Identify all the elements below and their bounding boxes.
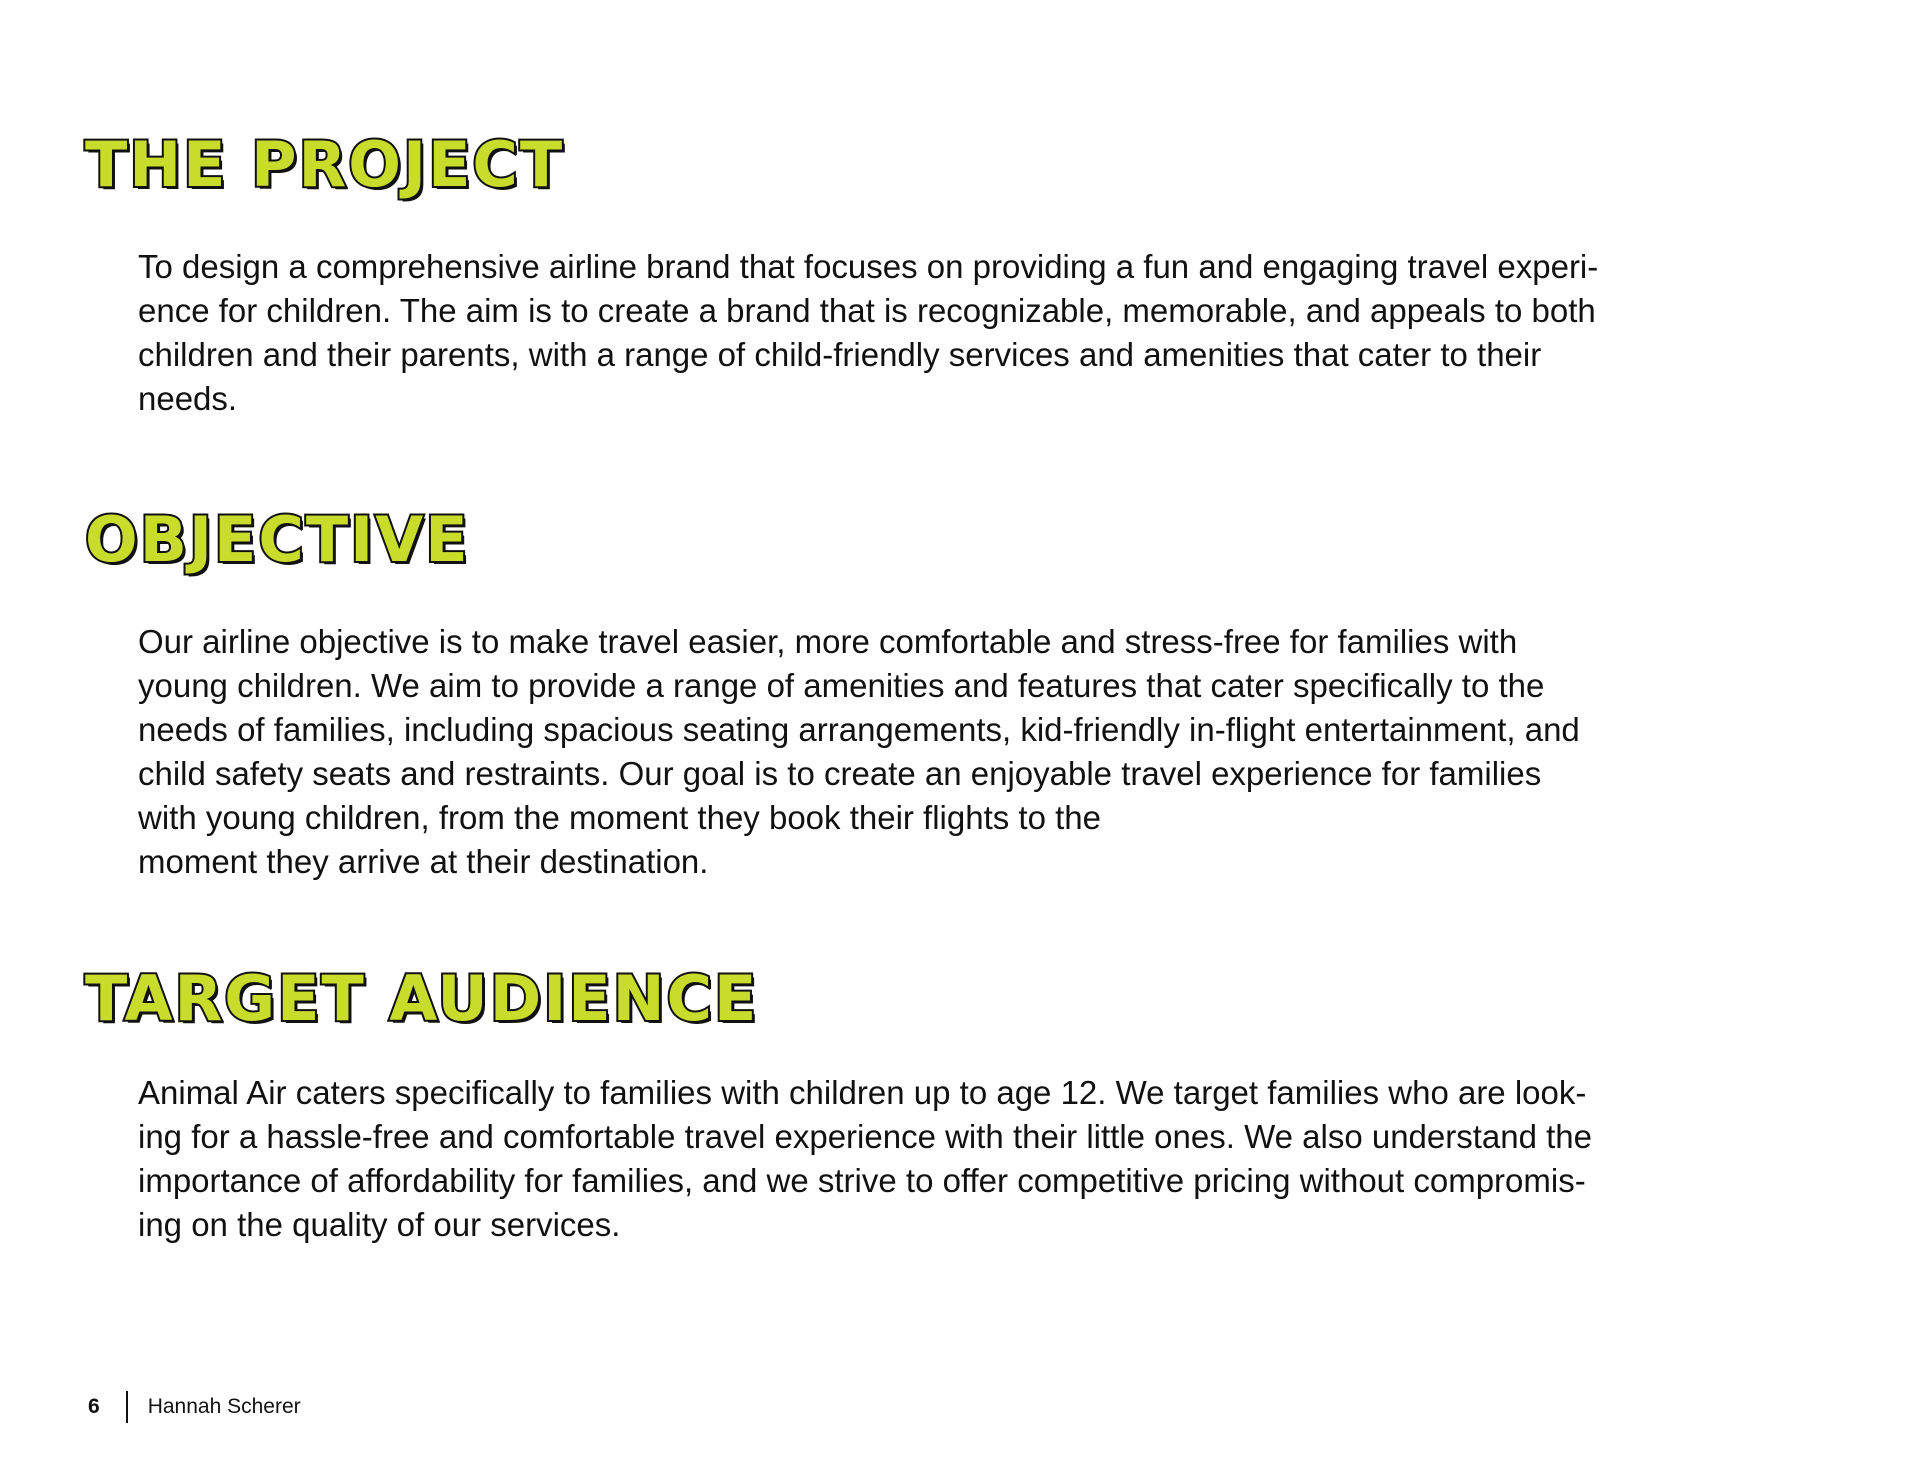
body-line: child safety seats and restraints. Our goal is to create an enjoyable travel experience for families xyxy=(138,755,1542,792)
body-line: moment they arrive at their destination. xyxy=(138,843,709,880)
body-line: needs of families, including spacious seating arrangements, kid-friendly in-flight entertainment, and xyxy=(138,711,1580,748)
body-line: with young children, from the moment they book their flights to the xyxy=(138,799,1101,836)
body-line: ence for children. The aim is to create a brand that is recognizable, memorable, and appeals to both xyxy=(138,292,1596,329)
section-title-project: THE PROJECT xyxy=(85,128,565,201)
body-line: ing for a hassle-free and comfortable travel experience with their little ones. We also understand the xyxy=(138,1118,1593,1155)
body-line: To design a comprehensive airline brand that focuses on providing a fun and engaging travel experi- xyxy=(138,248,1599,285)
body-line: needs. xyxy=(138,380,238,417)
section-title-objective: OBJECTIVE xyxy=(85,503,470,576)
page-footer xyxy=(88,1390,301,1424)
body-line: importance of affordability for families, and we strive to offer competitive pricing without compromis- xyxy=(138,1162,1586,1199)
section-body-objective xyxy=(138,620,1778,884)
body-line: young children. We aim to provide a range of amenities and features that cater specifically to the xyxy=(138,667,1545,704)
section-body-target-audience xyxy=(138,1071,1778,1247)
section-body-project xyxy=(138,245,1778,421)
section-title-target-audience: TARGET AUDIENCE xyxy=(85,962,759,1035)
author-name: Hannah Scherer xyxy=(147,1395,301,1418)
footer-divider xyxy=(126,1391,128,1423)
body-line: ing on the quality of our services. xyxy=(138,1206,621,1243)
body-line: Our airline objective is to make travel easier, more comfortable and stress-free for families with xyxy=(138,623,1518,660)
body-line: Animal Air caters specifically to families with children up to age 12. We target families who are look- xyxy=(138,1074,1587,1111)
body-line: children and their parents, with a range of child-friendly services and amenities that cater to their xyxy=(138,336,1542,373)
page-number: 6 xyxy=(88,1395,100,1418)
